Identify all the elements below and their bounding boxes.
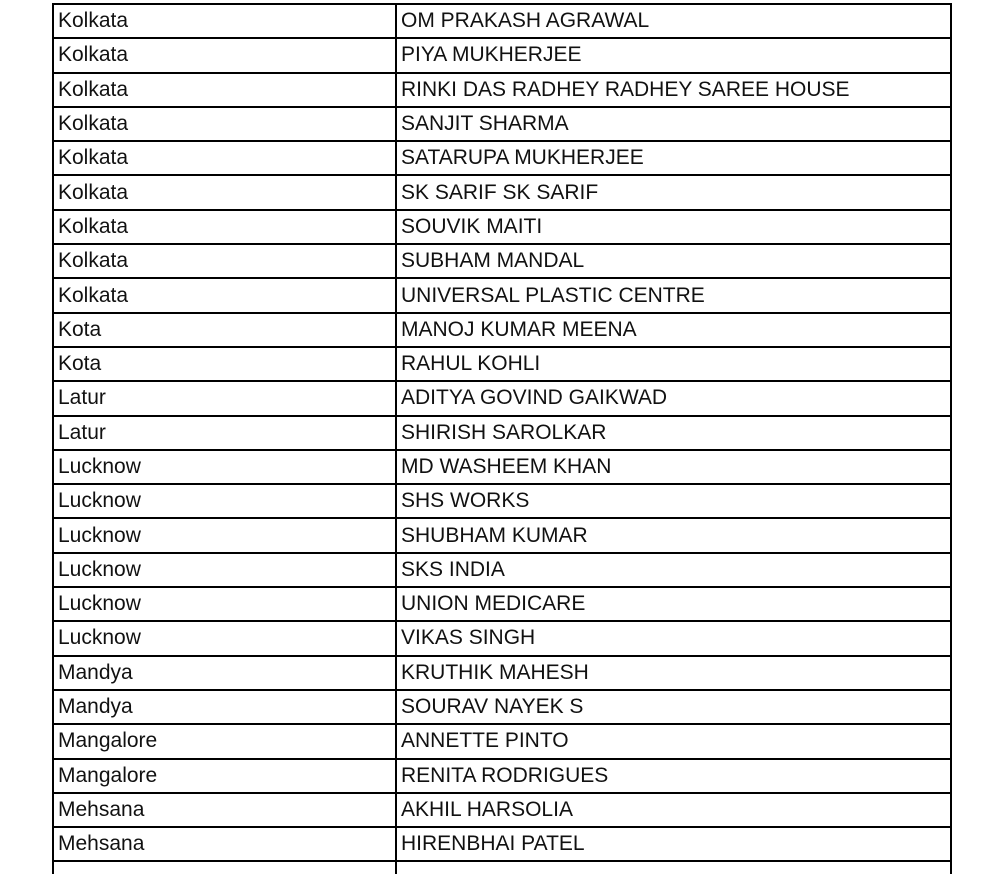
table-row bbox=[53, 759, 951, 793]
table-row bbox=[53, 587, 951, 621]
city-cell: Lucknow bbox=[53, 621, 396, 655]
name-cell: SATARUPA MUKHERJEE bbox=[396, 141, 951, 175]
name-cell: SK SARIF SK SARIF bbox=[396, 175, 951, 209]
city-cell: Lucknow bbox=[53, 484, 396, 518]
city-cell bbox=[53, 861, 396, 874]
name-cell: SOUVIK MAITI bbox=[396, 210, 951, 244]
table-row bbox=[53, 4, 951, 38]
name-cell: UNIVERSAL PLASTIC CENTRE bbox=[396, 278, 951, 312]
city-name-table bbox=[52, 3, 952, 874]
table-row bbox=[53, 450, 951, 484]
name-cell: SUBHAM MANDAL bbox=[396, 244, 951, 278]
table-row bbox=[53, 827, 951, 861]
table-row bbox=[53, 244, 951, 278]
table-row bbox=[53, 141, 951, 175]
city-cell: Kolkata bbox=[53, 175, 396, 209]
table-row bbox=[53, 278, 951, 312]
city-cell: Mandya bbox=[53, 656, 396, 690]
city-cell: Mandya bbox=[53, 690, 396, 724]
name-cell: VIKAS SINGH bbox=[396, 621, 951, 655]
table-row bbox=[53, 347, 951, 381]
name-cell: SHIRISH SAROLKAR bbox=[396, 416, 951, 450]
city-cell: Kota bbox=[53, 313, 396, 347]
city-cell: Kolkata bbox=[53, 244, 396, 278]
table-row bbox=[53, 313, 951, 347]
name-cell: ADITYA GOVIND GAIKWAD bbox=[396, 381, 951, 415]
table-row bbox=[53, 107, 951, 141]
city-cell: Lucknow bbox=[53, 553, 396, 587]
city-cell: Mehsana bbox=[53, 793, 396, 827]
table-row bbox=[53, 416, 951, 450]
city-cell: Lucknow bbox=[53, 518, 396, 552]
table-row bbox=[53, 621, 951, 655]
name-cell: RAHUL KOHLI bbox=[396, 347, 951, 381]
city-cell: Kota bbox=[53, 347, 396, 381]
name-cell: SANJIT SHARMA bbox=[396, 107, 951, 141]
city-cell: Kolkata bbox=[53, 73, 396, 107]
name-cell: RENITA RODRIGUES bbox=[396, 759, 951, 793]
name-cell: AKHIL HARSOLIA bbox=[396, 793, 951, 827]
table-row-partial bbox=[53, 861, 951, 874]
table-row bbox=[53, 553, 951, 587]
name-cell: MD WASHEEM KHAN bbox=[396, 450, 951, 484]
table-row bbox=[53, 793, 951, 827]
city-cell: Mehsana bbox=[53, 827, 396, 861]
name-cell: OM PRAKASH AGRAWAL bbox=[396, 4, 951, 38]
table-row bbox=[53, 210, 951, 244]
city-cell: Kolkata bbox=[53, 141, 396, 175]
table-row bbox=[53, 656, 951, 690]
city-cell: Kolkata bbox=[53, 4, 396, 38]
name-cell: UNION MEDICARE bbox=[396, 587, 951, 621]
city-cell: Lucknow bbox=[53, 450, 396, 484]
city-cell: Mangalore bbox=[53, 724, 396, 758]
table-row bbox=[53, 38, 951, 72]
name-cell: PIYA MUKHERJEE bbox=[396, 38, 951, 72]
city-cell: Kolkata bbox=[53, 38, 396, 72]
name-cell bbox=[396, 861, 951, 874]
city-cell: Kolkata bbox=[53, 210, 396, 244]
name-cell: SOURAV NAYEK S bbox=[396, 690, 951, 724]
name-cell: SHS WORKS bbox=[396, 484, 951, 518]
city-cell: Mangalore bbox=[53, 759, 396, 793]
city-cell: Kolkata bbox=[53, 107, 396, 141]
table-row bbox=[53, 175, 951, 209]
name-cell: ANNETTE PINTO bbox=[396, 724, 951, 758]
name-cell: HIRENBHAI PATEL bbox=[396, 827, 951, 861]
name-cell: MANOJ KUMAR MEENA bbox=[396, 313, 951, 347]
name-cell: KRUTHIK MAHESH bbox=[396, 656, 951, 690]
table-row bbox=[53, 690, 951, 724]
city-cell: Lucknow bbox=[53, 587, 396, 621]
table-row bbox=[53, 724, 951, 758]
table-row bbox=[53, 484, 951, 518]
city-cell: Latur bbox=[53, 381, 396, 415]
name-cell: SHUBHAM KUMAR bbox=[396, 518, 951, 552]
city-cell: Latur bbox=[53, 416, 396, 450]
table-row bbox=[53, 73, 951, 107]
name-cell: RINKI DAS RADHEY RADHEY SAREE HOUSE bbox=[396, 73, 951, 107]
city-cell: Kolkata bbox=[53, 278, 396, 312]
table-row bbox=[53, 518, 951, 552]
table-row bbox=[53, 381, 951, 415]
name-cell: SKS INDIA bbox=[396, 553, 951, 587]
table-body bbox=[53, 4, 951, 874]
